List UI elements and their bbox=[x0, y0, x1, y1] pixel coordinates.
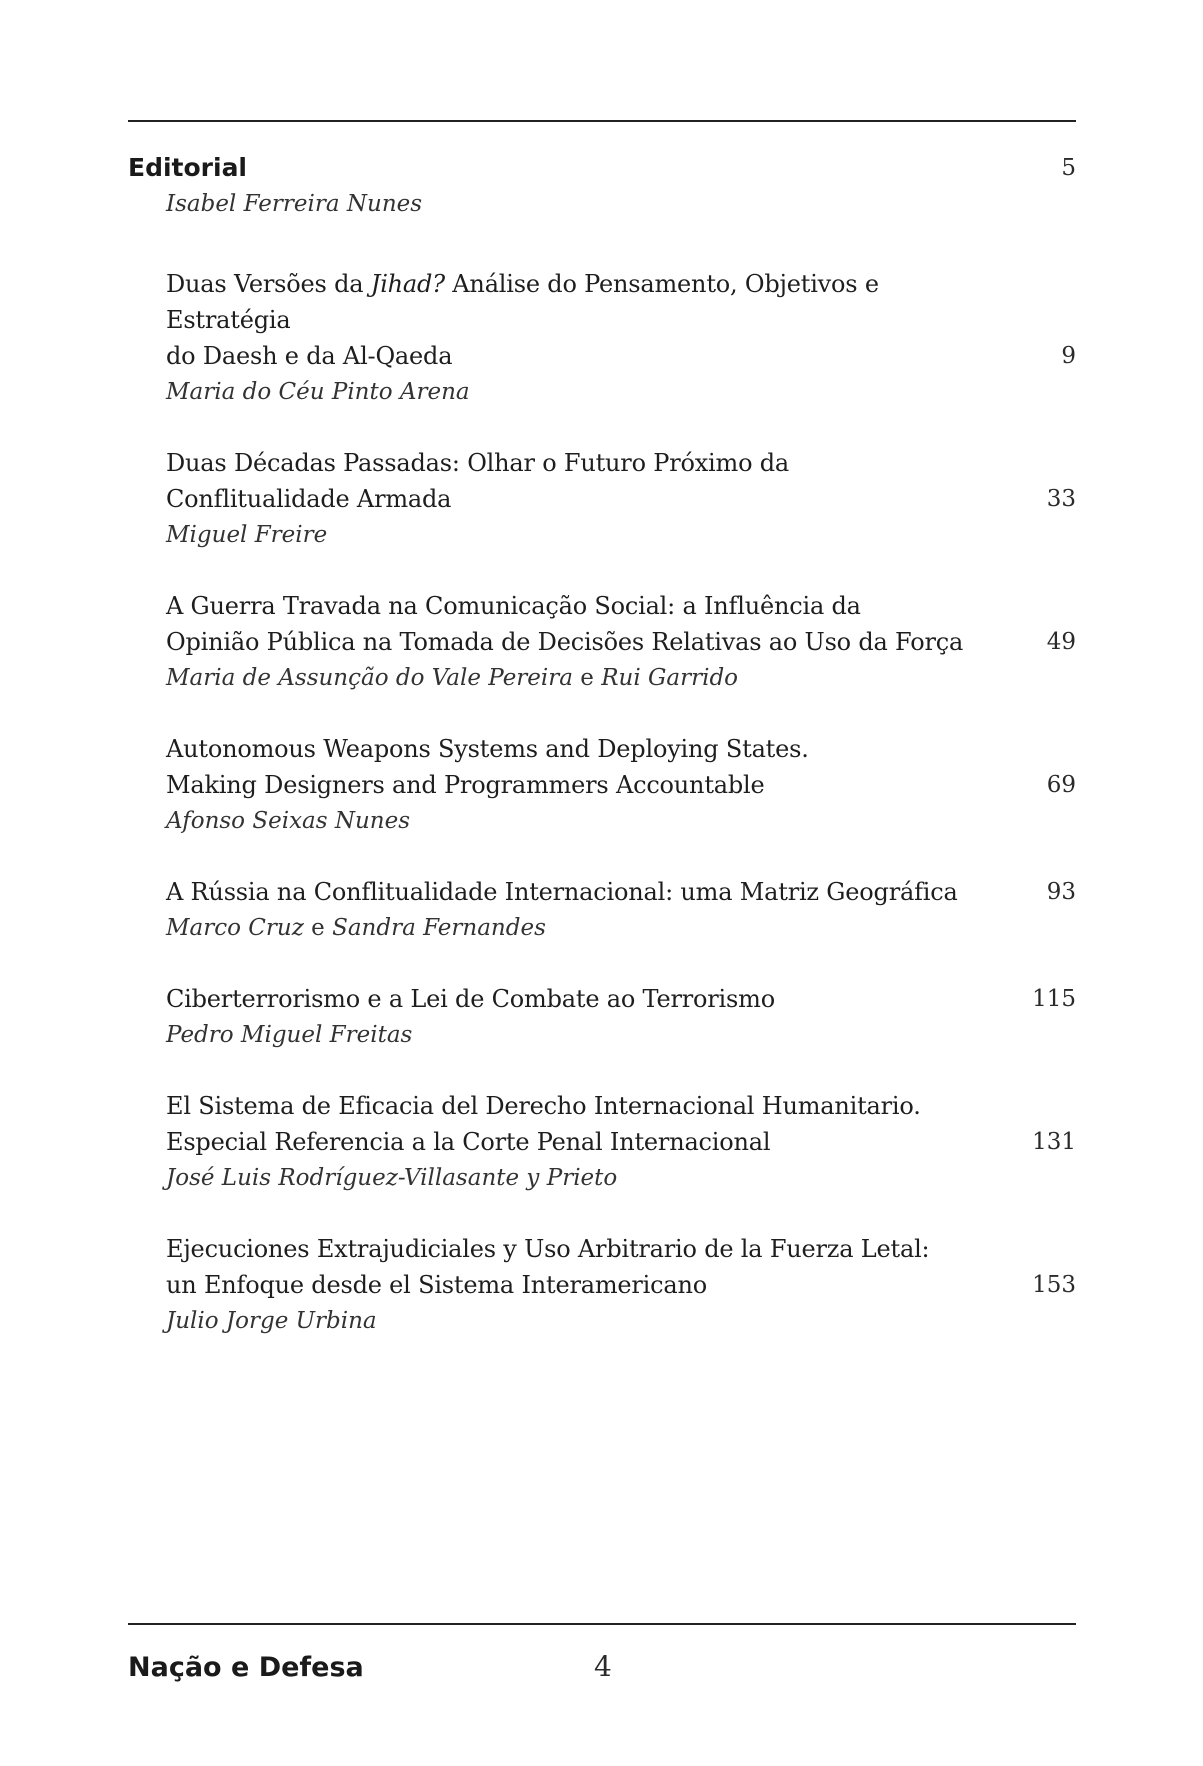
entry-authors bbox=[166, 660, 966, 696]
top-rule bbox=[128, 120, 1076, 122]
entry-title-pre: A Rússia na Conflitualidade Internacional: uma Matriz Geográfica bbox=[166, 878, 958, 906]
editorial-author: Isabel Ferreira Nunes bbox=[166, 191, 423, 217]
entry-author: José Luis Rodríguez-Villasante y Prieto bbox=[166, 1165, 618, 1191]
entry-title[interactable] bbox=[166, 1088, 966, 1160]
entry-title-pre: Opinião Pública na Tomada de Decisões Relativas ao Uso da Força bbox=[166, 628, 964, 656]
entry-author: Maria do Céu Pinto Arena bbox=[166, 379, 470, 405]
entry-author: Marco Cruz bbox=[166, 915, 304, 941]
editorial-page-number: 5 bbox=[1061, 155, 1076, 181]
entry-author: Maria de Assunção do Vale Pereira bbox=[166, 665, 573, 691]
entry-authors bbox=[166, 1303, 966, 1339]
entry-title-line bbox=[166, 338, 966, 374]
entry-title-line bbox=[166, 1231, 966, 1267]
entry-title[interactable] bbox=[166, 588, 966, 660]
entry-title-em: Jihad? bbox=[370, 270, 445, 298]
entry-title-pre: El Sistema de Eficacia del Derecho Internacional Humanitario. bbox=[166, 1092, 921, 1120]
entry-title[interactable] bbox=[166, 981, 966, 1017]
entry-title-pre: Conflitualidade Armada bbox=[166, 485, 452, 513]
entry-title[interactable] bbox=[166, 266, 966, 374]
entry-title[interactable] bbox=[166, 1231, 966, 1303]
toc-entry[interactable] bbox=[128, 266, 1076, 410]
toc-entry[interactable] bbox=[128, 731, 1076, 839]
entry-page-number: 9 bbox=[1061, 343, 1076, 369]
entry-title[interactable] bbox=[166, 731, 966, 803]
entry-title-pre: Ejecuciones Extrajudiciales y Uso Arbitrario de la Fuerza Letal: bbox=[166, 1235, 930, 1263]
entry-authors bbox=[166, 374, 966, 410]
toc-entry[interactable] bbox=[128, 1231, 1076, 1339]
entry-title-pre: Duas Décadas Passadas: Olhar o Futuro Próximo da bbox=[166, 449, 790, 477]
journal-title: Nação e Defesa bbox=[128, 1652, 364, 1683]
entry-authors bbox=[166, 910, 966, 946]
entry-title-post: Análise do Pensamento, Objetivos e Estratégia bbox=[166, 270, 879, 334]
entry-title-pre: un Enfoque desde el Sistema Interamericano bbox=[166, 1271, 707, 1299]
entry-title-pre: A Guerra Travada na Comunicação Social: a Influência da bbox=[166, 592, 861, 620]
entry-title-pre: Duas Versões da bbox=[166, 270, 371, 298]
entry-title-line bbox=[166, 266, 966, 338]
entry-authors bbox=[166, 803, 966, 839]
entry-page-number: 153 bbox=[1032, 1272, 1076, 1298]
entry-title[interactable] bbox=[166, 874, 966, 910]
entry-title-line bbox=[166, 624, 966, 660]
entry-title-pre: do Daesh e da Al-Qaeda bbox=[166, 342, 453, 370]
entry-page-number: 33 bbox=[1046, 486, 1076, 512]
entry-authors bbox=[166, 1017, 966, 1053]
entry-title-line bbox=[166, 731, 966, 767]
toc-entry[interactable] bbox=[128, 588, 1076, 696]
entry-authors bbox=[166, 517, 966, 553]
toc-entry[interactable] bbox=[128, 874, 1076, 946]
entry-author: Rui Garrido bbox=[601, 665, 739, 691]
toc-entries-list bbox=[128, 266, 1076, 1339]
entry-page-number: 49 bbox=[1046, 629, 1076, 655]
entry-title-line bbox=[166, 874, 966, 910]
entry-title-line bbox=[166, 481, 966, 517]
entry-page-number: 93 bbox=[1046, 879, 1076, 905]
footer-page-number: 4 bbox=[594, 1650, 612, 1683]
entry-authors bbox=[166, 1160, 966, 1196]
author-joiner: e bbox=[311, 915, 325, 941]
entry-title-line bbox=[166, 981, 966, 1017]
entry-page-number: 115 bbox=[1032, 986, 1076, 1012]
toc-entry[interactable] bbox=[128, 445, 1076, 553]
editorial-title[interactable]: Editorial bbox=[128, 153, 248, 182]
entry-title-line bbox=[166, 767, 966, 803]
entry-author: Pedro Miguel Freitas bbox=[166, 1022, 413, 1048]
entry-author: Sandra Fernandes bbox=[332, 915, 546, 941]
entry-title-pre: Ciberterrorismo e a Lei de Combate ao Terrorismo bbox=[166, 985, 775, 1013]
entry-title-line bbox=[166, 1267, 966, 1303]
table-of-contents bbox=[128, 150, 1076, 1374]
author-joiner: e bbox=[580, 665, 594, 691]
entry-title-line bbox=[166, 445, 966, 481]
entry-author: Miguel Freire bbox=[166, 522, 328, 548]
entry-title[interactable] bbox=[166, 445, 966, 517]
entry-title-pre: Autonomous Weapons Systems and Deploying States. bbox=[166, 735, 809, 763]
toc-entry-editorial[interactable] bbox=[128, 150, 1076, 222]
bottom-rule bbox=[128, 1623, 1076, 1625]
entry-author: Afonso Seixas Nunes bbox=[166, 808, 411, 834]
entry-title-line bbox=[166, 1088, 966, 1124]
toc-entry[interactable] bbox=[128, 981, 1076, 1053]
toc-entry[interactable] bbox=[128, 1088, 1076, 1196]
entry-page-number: 69 bbox=[1046, 772, 1076, 798]
entry-title-line bbox=[166, 1124, 966, 1160]
entry-author: Julio Jorge Urbina bbox=[166, 1308, 377, 1334]
entry-title-pre: Especial Referencia a la Corte Penal Internacional bbox=[166, 1128, 771, 1156]
entry-page-number: 131 bbox=[1032, 1129, 1076, 1155]
entry-title-line bbox=[166, 588, 966, 624]
entry-title-pre: Making Designers and Programmers Accountable bbox=[166, 771, 765, 799]
